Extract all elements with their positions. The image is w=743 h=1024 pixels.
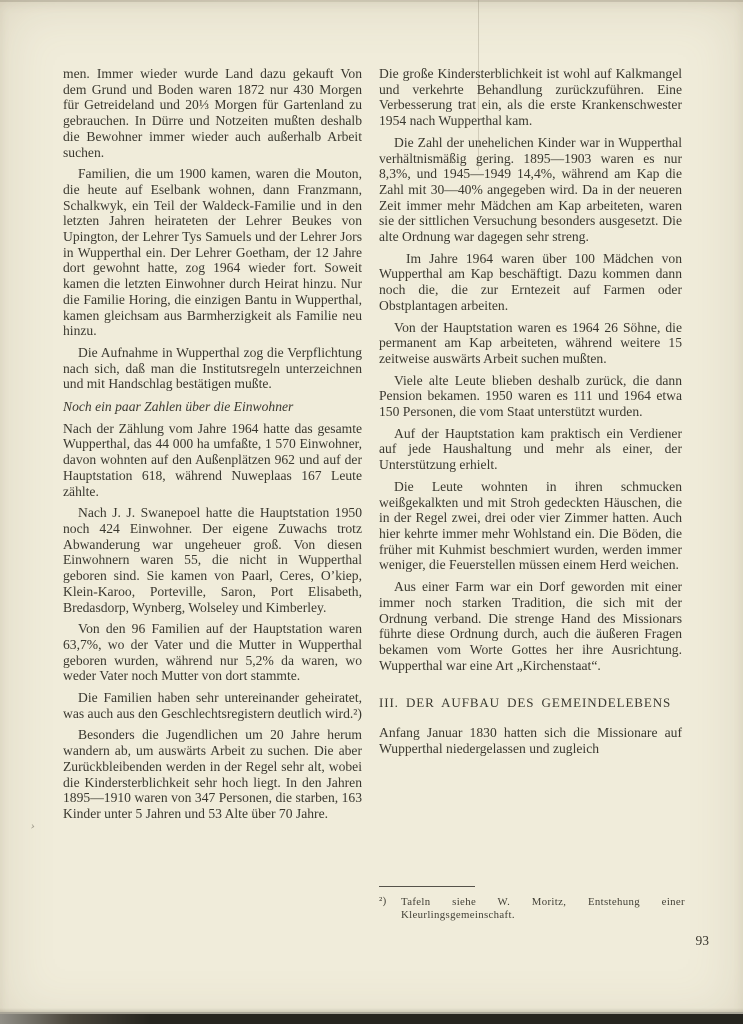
paragraph: Von den 96 Familien auf der Hauptstation waren 63,7%, wo der Vater und die Mutter in Wupperthal geboren wurden, während nur 5,2% da waren, wo weder Vater noch Mutter von dort stammte.	[63, 621, 362, 684]
scan-bottom-edge	[0, 1012, 743, 1024]
section-heading: III. DER AUFBAU DES GEMEINDELEBENS	[379, 695, 672, 711]
paragraph: Die Familien haben sehr untereinander geheiratet, was auch aus den Geschlechtsregistern deutlich wird.²)	[63, 690, 362, 721]
footnote-body: Tafeln siehe W. Moritz, Entstehung einer Kleurlingsgemeinschaft.	[401, 896, 685, 921]
paragraph: Im Jahre 1964 waren über 100 Mädchen von Wupperthal am Kap beschäftigt. Dazu kommen dann noch die, die zur Erntezeit auf Farmen oder Obstplantagen arbeiten.	[379, 250, 682, 313]
scan-top-edge	[0, 0, 743, 2]
paragraph: Von der Hauptstation waren es 1964 26 Söhne, die permanent am Kap arbeiteten, während weitere 15 zeitweise auswärts Arbeit suchen mußten.	[379, 319, 682, 366]
subheading: Noch ein paar Zahlen über die Einwohner	[63, 399, 294, 415]
left-column	[63, 66, 362, 822]
paragraph: Die Leute wohnten in ihren schmucken weißgekalkten und mit Stroh gedeckten Häuschen, die in der Regel zwei, drei oder vier Zimmer hatten. Auch hier kehrte immer mehr Wohlstand ein. Die Böden, die früher mit Kuhmist beschmiert wurden, werden immer weniger, die Feuerstellen müssen einem Herd weichen.	[379, 478, 682, 573]
paragraph: Die Aufnahme in Wupperthal zog die Verpflichtung nach sich, daß man die Institutsregeln unterzeichnen und mit Handschlag bestätigen mußte.	[63, 344, 362, 392]
paragraph: Aus einer Farm war ein Dorf geworden mit einer immer noch starken Tradition, die sich mit der Ordnung verband. Die strenge Hand des Missionars führte diese Ordnung durch, auch die äußeren Fragen bekamen vom Worte Gottes her ihre Ausrichtung. Wupperthal war eine Art „Kirchenstaat“.	[379, 579, 682, 673]
paragraph: Viele alte Leute blieben deshalb zurück, die dann Pension bekamen. 1950 waren es 111 und 1964 etwa 150 Personen, die vom Staat unterstützt wurden.	[379, 372, 682, 420]
paragraph: men. Immer wieder wurde Land dazu gekauft Von dem Grund und Boden waren 1872 nur 430 Morgen für Getreideland und 20⅓ Morgen für Gartenland zu gebrauchen. In Dürre und Notzeiten mußten deshalb die Bewohner immer wieder auch außerhalb Arbeit suchen.	[63, 66, 362, 160]
footnote-marker: ²)	[379, 895, 387, 907]
page-number: 93	[695, 933, 709, 948]
footnote	[379, 886, 685, 921]
paragraph: Auf der Hauptstation kam praktisch ein Verdiener auf jede Haushaltung und mehr als einer, der Unterstützung erhielt.	[379, 425, 682, 473]
footnote-text	[379, 896, 685, 921]
paragraph: Familien, die um 1900 kamen, waren die Mouton, die heute auf Eselbank wohnen, dann Franzmann, Schalkwyk, ein Teil der Waldeck-Familie und in den letzten Jahren heirateten der Lehrer Beukes von Upington, der Lehrer Tys Samuels und der Lehrer Jors in Wupperthal ein. Der Lehrer Goetham, der 12 Jahre dort gewohnt hatte, zog 1964 wieder fort. Soweit kamen die letzten Einwohner durch Heirat hinzu. Nur die Familie Horing, die einzigen Bantu in Wupperthal, kamen gleichsam aus Barmherzigkeit als Familie neu hinzu.	[63, 166, 362, 339]
footnote-divider	[379, 886, 475, 887]
paragraph: Nach J. J. Swanepoel hatte die Hauptstation 1950 noch 424 Einwohner. Der eigene Zuwachs trotz Abwanderung war ungeheuer groß. Von diesen Einwohnern waren 55, die nicht in Wupperthal geboren sind. Sie kamen von Paarl, Ceres, O’kiep, Klein-Karoo, Porteville, Saron, Port Elisabeth, Bredasdorp, Wynberg, Wolseley und Kimberley.	[63, 505, 362, 615]
paragraph: Die große Kindersterblichkeit ist wohl auf Kalkmangel und verkehrte Behandlung zurückzuführen. Eine Verbesserung trat ein, als die erste Krankenschwester 1954 nach Wupperthal kam.	[379, 66, 682, 129]
paragraph: Anfang Januar 1830 hatten sich die Missionare auf Wupperthal niedergelassen und zugleich	[379, 725, 682, 756]
right-column	[379, 66, 682, 756]
paragraph: Nach der Zählung vom Jahre 1964 hatte das gesamte Wupperthal, das 44 000 ha umfaßte, 1 570 Einwohner, davon wohnten auf den Außenplätzen 962 und auf der Hauptstation 618, während Nuweplaas 167 Leute zählte.	[63, 420, 362, 499]
paragraph: Besonders die Jugendlichen um 20 Jahre herum wandern ab, um auswärts Arbeit zu suchen. Die aber Zurückbleibenden werden in der Regel sehr alt, wobei die Kindersterblichkeit sehr hoch liegt. In den Jahren 1895—1910 waren von 347 Personen, die starben, 163 Kinder unter 5 Jahren und 53 Alte über 70 Jahre.	[63, 727, 362, 821]
paragraph: Die Zahl der unehelichen Kinder war in Wupperthal verhältnismäßig gering. 1895—1903 waren es nur 8,3%, und 1945—1949 14,4%, während am Kap die Zahl mit 30—40% angegeben wird. Da in der neueren Zeit immer mehr Mädchen am Kap arbeiteten, waren sie der sittlichen Versuchung besonders ausgesetzt. Die alte Ordnung war dagegen sehr streng.	[379, 134, 682, 245]
margin-smudge-artifact: ›	[29, 819, 37, 833]
